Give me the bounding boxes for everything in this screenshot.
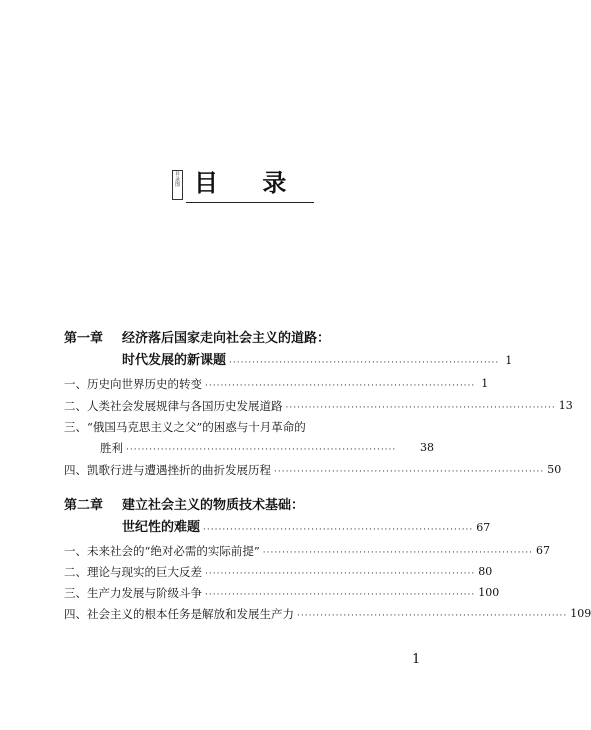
toc-entry-2-2[interactable] <box>64 563 493 581</box>
toc-title: 目 录 <box>194 169 305 197</box>
toc-entry-page: 80 <box>478 565 493 578</box>
chapter-2-title-entry[interactable] <box>122 519 491 537</box>
toc-entry-1-3-line1[interactable] <box>64 418 434 436</box>
toc-entry-page: 1 <box>481 377 489 390</box>
toc-entry-1-3[interactable] <box>100 439 434 457</box>
chapter-1-number: 第一章 <box>64 331 104 346</box>
toc-entry-page: 50 <box>547 463 562 476</box>
chapter-2-heading[interactable] <box>64 497 304 515</box>
leader-dots: ······································································ <box>205 569 476 579</box>
toc-entry-label: 四、社会主义的根本任务是解放和发展生产力 <box>64 607 294 621</box>
leader-dots: ······································································ <box>229 358 500 368</box>
chapter-1-title-entry[interactable] <box>122 352 513 370</box>
chapter-1-page: 1 <box>505 354 513 367</box>
toc-title-block <box>172 168 314 204</box>
chapter-2-page: 67 <box>476 521 491 534</box>
toc-entry-1-4[interactable] <box>64 461 562 479</box>
leader-dots: ······································································ <box>274 467 545 477</box>
leader-dots: ······································································ <box>126 445 397 455</box>
toc-entry-label: 三、生产力发展与阶级斗争 <box>64 586 202 600</box>
leader-dots: ······································································ <box>205 590 476 600</box>
leader-dots: ······································································ <box>262 548 534 558</box>
chapter-1-title: 经济落后国家走向社会主义的道路： <box>122 331 331 346</box>
leader-dots: ······································································ <box>285 403 556 413</box>
chapter-2-title-line2: 世纪性的难题 <box>122 520 201 535</box>
leader-dots: ······································································ <box>203 525 474 535</box>
toc-entry-2-4[interactable] <box>64 605 591 623</box>
toc-entry-page: 109 <box>570 607 591 620</box>
toc-entry-label: 四、凯歌行进与遭遇挫折的曲折发展历程 <box>64 463 271 477</box>
leader-dots: ······································································ <box>297 611 568 621</box>
page-number: 1 <box>412 652 421 667</box>
title-underline <box>186 202 314 203</box>
toc-entry-page: 38 <box>420 441 434 454</box>
toc-entry-1-1[interactable] <box>64 375 489 393</box>
toc-entry-label: 三、“俄国马克思主义之父”的困惑与十月革命的 <box>64 420 306 434</box>
toc-entry-2-1[interactable] <box>64 542 551 560</box>
toc-entry-2-3[interactable] <box>64 584 500 602</box>
chapter-2-title: 建立社会主义的物质技术基础： <box>122 498 305 513</box>
chapter-2-number: 第二章 <box>64 498 104 513</box>
toc-entry-page: 100 <box>478 586 500 599</box>
toc-entry-1-2[interactable] <box>64 397 573 415</box>
toc-entry-label: 胜利 <box>100 441 123 455</box>
chapter-1-heading[interactable] <box>64 330 330 348</box>
toc-entry-label: 二、人类社会发展规律与各国历史发展道路 <box>64 399 283 413</box>
toc-entry-label: 一、历史向世界历史的转变 <box>64 377 202 391</box>
toc-entry-label: 二、理论与现实的巨大反差 <box>64 565 202 579</box>
toc-entry-page: 67 <box>536 544 551 557</box>
chapter-1-title-line2: 时代发展的新课题 <box>122 353 227 368</box>
leader-dots: ······································································ <box>205 381 476 391</box>
title-side-stamp: 目录图 <box>172 170 183 200</box>
toc-entry-page: 13 <box>558 399 573 412</box>
toc-entry-label: 一、未来社会的“绝对必需的实际前提” <box>64 544 260 558</box>
